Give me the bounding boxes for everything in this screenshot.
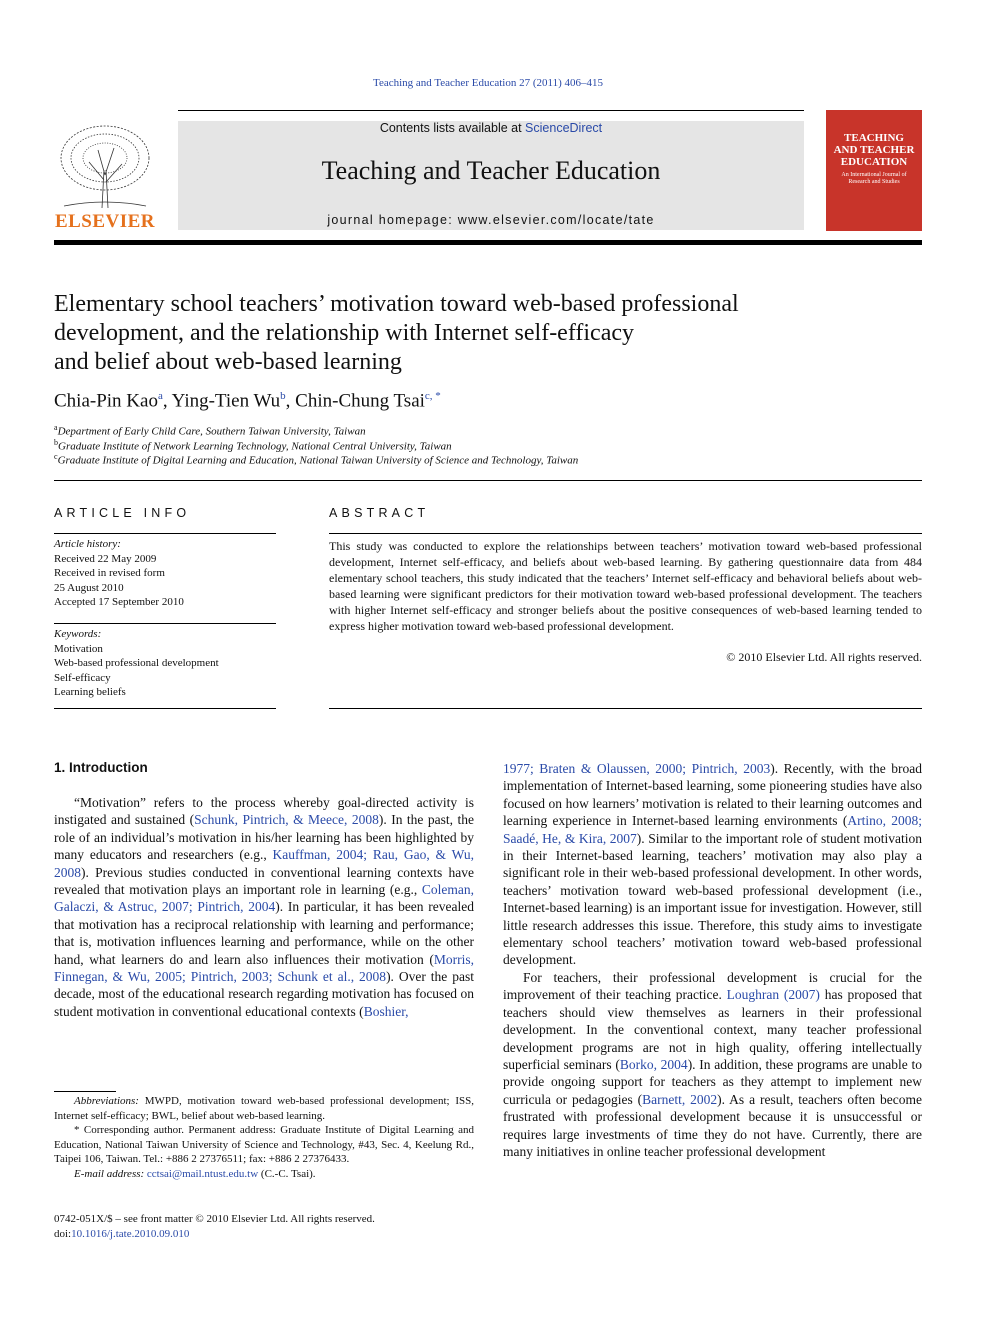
citation-link[interactable]: Barnett, 2002: [642, 1091, 718, 1107]
footnote-rule: [54, 1091, 116, 1092]
citation-link[interactable]: Loughran (2007): [726, 987, 820, 1003]
history-label: Article history:: [54, 538, 121, 550]
history-item: Accepted 17 September 2010: [54, 596, 184, 608]
affiliation-text: Graduate Institute of Digital Learning and Education, National Taiwan University of Science and Technology, Taiwan: [57, 454, 579, 467]
article-title: [54, 290, 922, 377]
doi-prefix: doi:: [54, 1228, 72, 1240]
affiliation-sup: b: [54, 438, 58, 447]
keyword: Motivation: [54, 642, 103, 655]
front-matter: [54, 1212, 474, 1242]
paragraph-text: ). Previous studies conducted in conventional learning contexts have revealed that motivation plays an important role in learning (e.g.,: [54, 864, 474, 898]
paragraph: [503, 760, 922, 969]
article-info-heading: ARTICLE INFO: [54, 506, 191, 520]
author-sup[interactable]: b: [280, 390, 286, 402]
paragraph-text: ). In particular, it has been revealed that motivation has a reciprocal relationship with learning and performance; that is, motivation influences learning and performance, while on the other hand, what learners do and learn also influences their motivation (: [54, 899, 474, 967]
author[interactable]: Chin-Chung Tsai: [295, 390, 425, 412]
abstract-text: This study was conducted to explore the relationships between teachers’ motivation toward web-based professional development, Internet self-efficacy, and beliefs about web-based learning. By gathering questionnaire data from 484 elementary school teachers, this study indicated that the teachers’ Internet self-efficacy and behavioral beliefs about web-based learning were significant predictors for their motivation toward web-based professional development. The teachers with higher Internet self-efficacy and stronger beliefs about the positive consequences of web-based learning tended to express higher motivation toward web-based professional development.: [329, 539, 922, 633]
paragraph: [54, 794, 474, 1020]
citation-link[interactable]: Boshier,: [363, 1003, 409, 1019]
abstract-rule: [329, 533, 922, 534]
section-rule: [54, 480, 922, 481]
publisher-name: ELSEVIER: [54, 211, 156, 232]
paragraph: [503, 969, 922, 1160]
abstract-heading: ABSTRACT: [329, 506, 430, 520]
author[interactable]: Ying-Tien Wu: [171, 390, 281, 412]
citation-link[interactable]: Morris, Finnegan, & Wu, 2005; Pintrich, 2003; Schunk et al., 2008: [54, 951, 474, 985]
affiliation-text: Graduate Institute of Network Learning Technology, National Central University, Taiwan: [58, 440, 452, 453]
article-history: [54, 537, 276, 610]
affiliation: [54, 452, 922, 467]
issn-line: 0742-051X/$ – see front matter © 2010 Elsevier Ltd. All rights reserved.: [54, 1213, 375, 1225]
abbreviations-footnote: [54, 1094, 474, 1123]
title-line: and belief about web-based learning: [54, 349, 402, 375]
citation-link[interactable]: Borko, 2004: [619, 1056, 688, 1072]
corresponding-footnote: * Corresponding author. Permanent address: Graduate Institute of Digital Learning and Education, National Taiwan University of Science and Technology, #43, Sec. 4, Keelung Rd., Taipei 106, Taiwan. Tel.: +886 2 27376511; fax: +886 2 27376433.: [54, 1124, 474, 1165]
keywords-label: Keywords:: [54, 628, 102, 640]
sciencedirect-link[interactable]: ScienceDirect: [525, 121, 603, 135]
citation-link[interactable]: Coleman, Galaczi, & Astruc, 2007; Pintrich, 2004: [54, 882, 474, 915]
title-line: Elementary school teachers’ motivation toward web-based professional: [54, 291, 739, 317]
cover-title: [826, 132, 922, 168]
header-thick-rule: [54, 240, 922, 245]
author-separator: ,: [285, 390, 296, 412]
paragraph-text: ). Over the past decade, most of the educational research regarding motivation has focused on student motivation in conventional educational contexts (: [54, 969, 474, 1019]
journal-title: Teaching and Teacher Education: [321, 156, 661, 185]
paragraph-text: has proposed that teachers should view themselves as learners in their professional development. In the conventional context, many teacher professional development programs are not in high quality, offering intellectually superficial seminars (: [503, 987, 922, 1072]
citation-link[interactable]: 1977; Braten & Olaussen, 2000; Pintrich, 2003: [503, 761, 771, 776]
author-list: [54, 390, 922, 412]
cover-subtitle: An International Journal of Research and Studies: [841, 172, 907, 185]
info-rule: [54, 533, 276, 534]
citation-link[interactable]: Kauffman, 2004; Rau, Gao, & Wu, 2008: [54, 847, 474, 880]
abbreviations-label: Abbreviations:: [74, 1095, 139, 1107]
history-item: Received 22 May 2009: [54, 552, 157, 565]
doi-link[interactable]: 10.1016/j.tate.2010.09.010: [71, 1228, 190, 1240]
author-sup[interactable]: a: [157, 390, 163, 402]
author-sup[interactable]: c, *: [424, 390, 441, 402]
journal-homepage[interactable]: journal homepage: www.elsevier.com/locate/tate: [327, 213, 655, 227]
doi-line: [54, 1227, 474, 1242]
affiliation-text: Department of Early Child Care, Southern Taiwan University, Taiwan: [57, 425, 366, 438]
affiliation: [54, 423, 922, 438]
email-footnote: [54, 1167, 474, 1182]
journal-reference[interactable]: Teaching and Teacher Education 27 (2011) 406–415: [373, 77, 603, 89]
journal-cover: [826, 110, 922, 231]
email-label: E-mail address:: [74, 1167, 145, 1180]
info-rule: [54, 623, 276, 624]
author[interactable]: Chia-Pin Kao: [54, 390, 158, 412]
cover-title-line: AND TEACHER: [833, 144, 915, 156]
contents-prefix: Contents lists available at: [379, 121, 526, 135]
affiliation: [54, 438, 922, 453]
section-heading: 1. Introduction: [54, 760, 148, 775]
paragraph-text: ). As a result, teachers often become frustrated with professional development because it is unsuccessful or requires large investments of time they do not have. Currently, there are many initiatives in online teacher professional development: [503, 1091, 922, 1159]
header-rule: [178, 110, 804, 111]
email-suffix: (C.-C. Tsai).: [258, 1167, 316, 1180]
email-link[interactable]: cctsai@mail.ntust.edu.tw: [146, 1167, 259, 1180]
citation-link[interactable]: Schunk, Pintrich, & Meece, 2008: [194, 812, 379, 828]
abstract-rule: [329, 708, 922, 709]
history-item: 25 August 2010: [54, 581, 124, 594]
paragraph-text: “Motivation” refers to the process whereby goal-directed activity is instigated and sustained (: [54, 795, 474, 828]
body-column-left: [54, 794, 474, 1020]
title-line: development, and the relationship with Internet self-efficacy: [54, 320, 635, 346]
paragraph-text: ). Similar to the important role of student motivation in their Internet-based learning, teachers’ motivation may also play a significant role in their web-based professional development. In other words, teachers’ motivation toward web-based professional development (i.e., Internet-based learning) is an important issue for investigation. However, still little research addresses this issue. Therefore, this study aims to investigate elementary school teachers’ motivation toward web-based professional development.: [503, 830, 922, 968]
cover-title-line: EDUCATION: [840, 156, 908, 168]
history-item: Received in revised form: [54, 567, 165, 579]
keyword: Web-based professional development: [54, 657, 219, 669]
info-rule: [54, 708, 276, 709]
keyword: Learning beliefs: [54, 686, 126, 698]
paragraph-text: For teachers, their professional development is crucial for the improvement of their teaching practice.: [503, 969, 922, 1003]
keywords: [54, 627, 276, 700]
abstract-copyright: © 2010 Elsevier Ltd. All rights reserved.: [726, 650, 922, 664]
citation-link[interactable]: Artino, 2008; Saadé, He, & Kira, 2007: [503, 813, 923, 846]
paragraph-text: ). In the past, the role of an individual’s motivation in his/her learning has been highlighted by many educators and researchers (e.g.,: [54, 812, 474, 863]
keyword: Self-efficacy: [54, 671, 111, 684]
body-column-right: [503, 760, 922, 1160]
cover-title-line: TEACHING: [844, 132, 904, 144]
affiliation-sup: c: [54, 452, 58, 461]
affiliation-sup: a: [54, 423, 58, 432]
abbreviations-text: MWPD, motivation toward web-based professional development; ISS, Internet self-efficacy; BWL, belief about web-based learning.: [54, 1095, 474, 1122]
contents-line: [178, 121, 804, 135]
footnotes: [54, 1094, 474, 1181]
author-separator: ,: [162, 390, 172, 412]
paragraph-text: ). In addition, these programs are unable to provide ongoing support for teachers as they attempt to implement new curricula or pedagogies (: [503, 1056, 922, 1107]
paragraph-text: ). Recently, with the broad implementation of Internet-based learning, some pioneering studies have also focused on how learners’ motivation is related to their learning outcomes and learning experience in Internet-based learning environments (: [503, 761, 922, 829]
